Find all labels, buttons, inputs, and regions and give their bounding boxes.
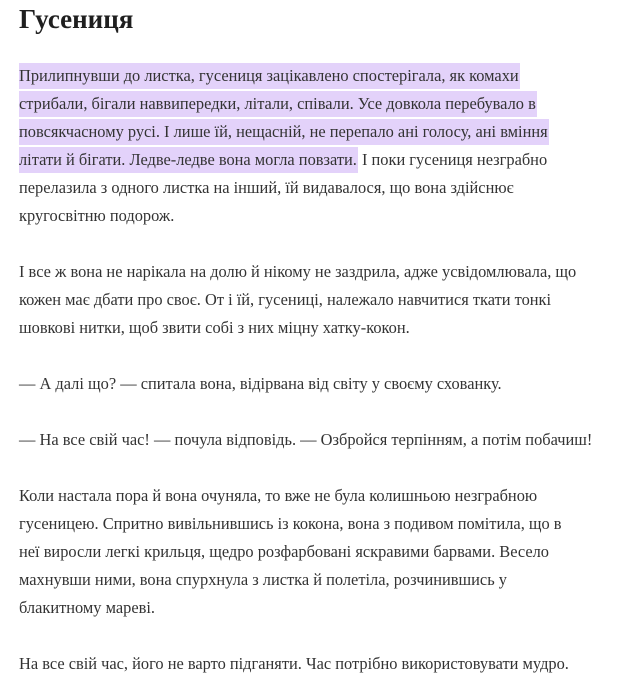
text-line (19, 174, 629, 202)
plain-text: На все свій час, його не варто підганяти. Час потрібно використовувати мудро. (19, 654, 569, 673)
paragraph (19, 650, 629, 678)
text-line (19, 510, 629, 538)
plain-text: блакитному мареві. (19, 598, 155, 617)
plain-text: І все ж вона не нарікала на долю й нікому не заздрила, адже усвідомлювала, що (19, 262, 577, 281)
text-line (19, 426, 629, 454)
text-line (19, 146, 629, 174)
text-line (19, 594, 629, 622)
plain-text: Коли настала пора й вона очуняла, то вже не була колишньою незграбною (19, 486, 538, 505)
text-line (19, 286, 629, 314)
plain-text: І поки гусениця незграбно (357, 150, 548, 169)
text-line (19, 62, 629, 90)
text-line (19, 650, 629, 678)
paragraph (19, 258, 629, 342)
text-line (19, 566, 629, 594)
paragraph (19, 62, 629, 230)
page-title: Гусениця (19, 4, 134, 34)
highlighted-text[interactable]: Прилипнувши до листка, гусениця зацікавлено спостерігала, як комахи (19, 63, 520, 89)
plain-text: шовкові нитки, щоб звити собі з них міцну хатку-кокон. (19, 318, 410, 337)
text-line (19, 482, 629, 510)
text-line (19, 90, 629, 118)
plain-text: неї виросли легкі крильця, щедро розфарбовані яскравими барвами. Весело (19, 542, 550, 561)
text-line (19, 314, 629, 342)
paragraph (19, 370, 629, 398)
plain-text: — На все свій час! — почула відповідь. — Озбройся терпінням, а потім побачиш! (19, 430, 593, 449)
highlighted-text[interactable]: повсякчасному русі. І лише їй, нещасній, не перепало ані голосу, ані вміння (19, 119, 549, 145)
plain-text: махнувши ними, вона спурхнула з листка й полетіла, розчинившись у (19, 570, 507, 589)
plain-text: — А далі що? — спитала вона, відірвана від світу у своєму схованку. (19, 374, 502, 393)
text-line (19, 258, 629, 286)
text-line (19, 538, 629, 566)
text-line (19, 370, 629, 398)
plain-text: перелазила з одного листка на інший, їй видавалося, що вона здійснює (19, 178, 514, 197)
plain-text: кожен має дбати про своє. От і їй, гусениці, належало навчитися ткати тонкі (19, 290, 552, 309)
text-line (19, 202, 629, 230)
highlighted-text[interactable]: стрибали, бігали наввипередки, літали, співали. Усе довкола перебувало в (19, 91, 537, 117)
paragraph (19, 426, 629, 454)
text-line (19, 118, 629, 146)
highlighted-text[interactable]: літати й бігати. Ледве-ледве вона могла повзати. (19, 147, 358, 173)
plain-text: гусеницею. Спритно вивільнившись із кокона, вона з подивом помітила, що в (19, 514, 562, 533)
paragraph (19, 482, 629, 622)
plain-text: кругосвітню подорож. (19, 206, 175, 225)
